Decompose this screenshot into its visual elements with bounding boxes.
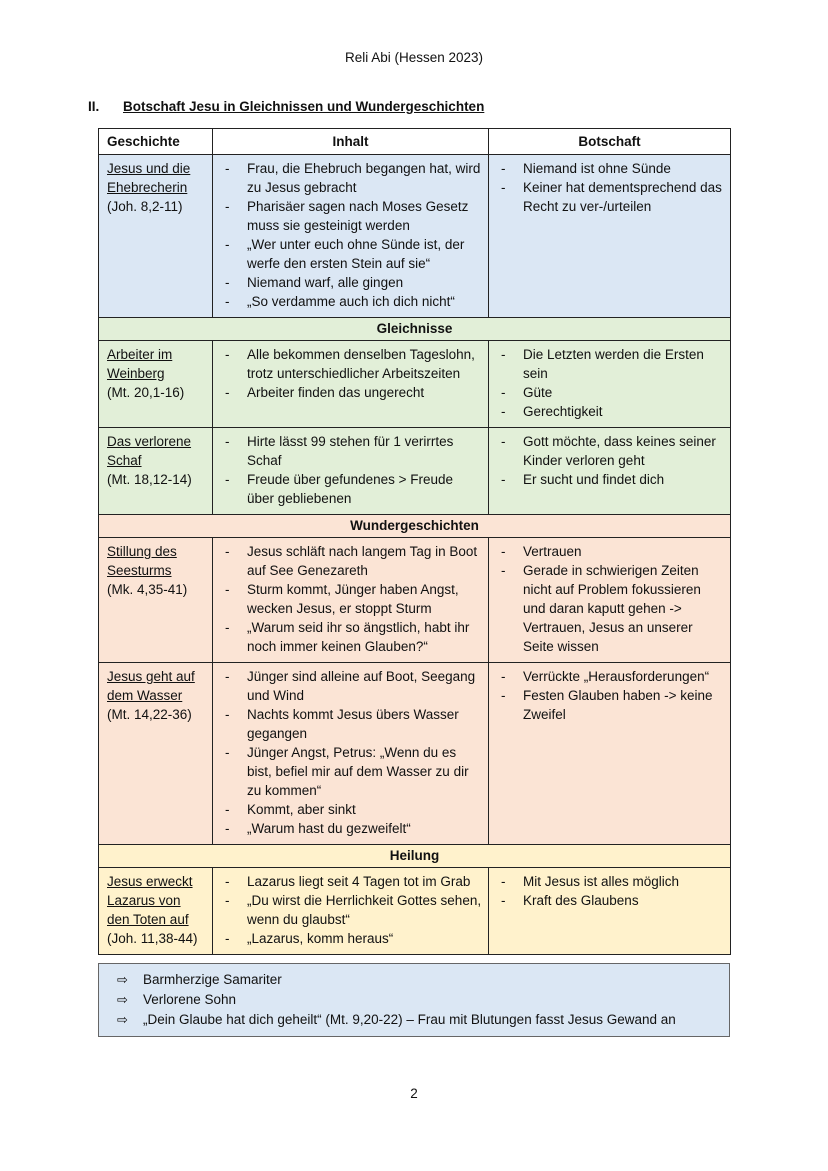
list-item: - Freude über gefundenes > Freude über gebliebenen xyxy=(221,470,482,508)
col-header-story: Geschichte xyxy=(99,129,213,155)
story-cell xyxy=(99,663,213,845)
col-header-message: Botschaft xyxy=(489,129,731,155)
message-cell xyxy=(489,155,731,318)
story-title-line: Weinberg xyxy=(107,366,165,381)
list-item: - Keiner hat dementsprechend das Recht zu ver-/urteilen xyxy=(497,178,724,216)
list-item: - Gerechtigkeit xyxy=(497,402,724,421)
arrow-right-icon: ⇨ xyxy=(117,972,128,987)
list-item: - Sturm kommt, Jünger haben Angst, wecken Jesus, er stoppt Sturm xyxy=(221,580,482,618)
list-item: - Nachts kommt Jesus übers Wasser gegangen xyxy=(221,705,482,743)
message-table xyxy=(98,128,731,955)
list-item: - „Warum hast du gezweifelt“ xyxy=(221,819,482,838)
reference-box xyxy=(98,963,730,1037)
story-cell xyxy=(99,868,213,955)
col-header-content: Inhalt xyxy=(213,129,489,155)
story-reference: (Mt. 20,1-16) xyxy=(107,385,185,400)
list-item: - Kommt, aber sinkt xyxy=(221,800,482,819)
story-title-line: Stillung des xyxy=(107,544,177,559)
list-item: - Mit Jesus ist alles möglich xyxy=(497,872,724,891)
category-label: Wundergeschichten xyxy=(99,515,731,538)
reference-text: Barmherzige Samariter xyxy=(143,972,282,987)
reference-item xyxy=(117,970,729,990)
list-item: - „Lazarus, komm heraus“ xyxy=(221,929,482,948)
page-header: Reli Abi (Hessen 2023) xyxy=(344,50,484,65)
arrow-right-icon: ⇨ xyxy=(117,1012,128,1027)
story-reference: (Joh. 11,38-44) xyxy=(107,931,198,946)
list-item: - „Wer unter euch ohne Sünde ist, der werfe den ersten Stein auf sie“ xyxy=(221,235,482,273)
table-row xyxy=(99,868,731,955)
list-item: - Güte xyxy=(497,383,724,402)
reference-item xyxy=(117,1010,729,1030)
table-header-row xyxy=(99,129,731,155)
page-number: 2 xyxy=(410,1086,418,1101)
story-reference: (Joh. 8,2-11) xyxy=(107,199,183,214)
list-item: - Jünger Angst, Petrus: „Wenn du es bist, befiel mir auf dem Wasser zu dir zu kommen“ xyxy=(221,743,482,800)
category-row xyxy=(99,845,731,868)
story-title-line: Jesus und die xyxy=(107,161,191,176)
story-reference: (Mt. 14,22-36) xyxy=(107,707,192,722)
category-label: Heilung xyxy=(99,845,731,868)
message-cell xyxy=(489,663,731,845)
list-item: - Kraft des Glaubens xyxy=(497,891,724,910)
story-title-line: Schaf xyxy=(107,453,142,468)
story-cell xyxy=(99,155,213,318)
table-row xyxy=(99,341,731,428)
section-title: Botschaft Jesu in Gleichnissen und Wundergeschichten xyxy=(123,99,485,114)
list-item: - Er sucht und findet dich xyxy=(497,470,724,489)
list-item: - Frau, die Ehebruch begangen hat, wird zu Jesus gebracht xyxy=(221,159,482,197)
story-title-line: Seesturms xyxy=(107,563,172,578)
list-item: - Die Letzten werden die Ersten sein xyxy=(497,345,724,383)
story-title-line: Jesus erweckt xyxy=(107,874,193,889)
story-title-line: Ehebrecherin xyxy=(107,180,188,195)
list-item: - Arbeiter finden das ungerecht xyxy=(221,383,482,402)
content-cell xyxy=(213,155,489,318)
content-cell xyxy=(213,341,489,428)
story-title-line: Lazarus von xyxy=(107,893,181,908)
story-title-line: dem Wasser xyxy=(107,688,183,703)
message-cell xyxy=(489,538,731,663)
story-title-line: Das verlorene xyxy=(107,434,192,449)
category-row xyxy=(99,515,731,538)
list-item: - Niemand warf, alle gingen xyxy=(221,273,482,292)
story-title-line: Jesus geht auf xyxy=(107,669,195,684)
list-item: - Vertrauen xyxy=(497,542,724,561)
list-item: - Pharisäer sagen nach Moses Gesetz muss sie gesteinigt werden xyxy=(221,197,482,235)
list-item: - Lazarus liegt seit 4 Tagen tot im Grab xyxy=(221,872,482,891)
list-item: - Niemand ist ohne Sünde xyxy=(497,159,724,178)
list-item: - Hirte lässt 99 stehen für 1 verirrtes Schaf xyxy=(221,432,482,470)
story-title-line: den Toten auf xyxy=(107,912,189,927)
story-cell xyxy=(99,538,213,663)
story-cell xyxy=(99,341,213,428)
list-item: - „Du wirst die Herrlichkeit Gottes sehen, wenn du glaubst“ xyxy=(221,891,482,929)
story-reference: (Mk. 4,35-41) xyxy=(107,582,188,597)
message-cell xyxy=(489,428,731,515)
table-row xyxy=(99,155,731,318)
list-item: - Gerade in schwierigen Zeiten nicht auf Problem fokussieren und daran kaputt gehen -> Vertrauen, Jesus an unserer Seite wissen xyxy=(497,561,724,656)
category-row xyxy=(99,318,731,341)
content-cell xyxy=(213,428,489,515)
table-row xyxy=(99,663,731,845)
table-row xyxy=(99,538,731,663)
content-cell xyxy=(213,868,489,955)
story-cell xyxy=(99,428,213,515)
message-cell xyxy=(489,341,731,428)
list-item: - Festen Glauben haben -> keine Zweifel xyxy=(497,686,724,724)
list-item: - Alle bekommen denselben Tageslohn, trotz unterschiedlicher Arbeitszeiten xyxy=(221,345,482,383)
reference-text: „Dein Glaube hat dich geheilt“ (Mt. 9,20-22) – Frau mit Blutungen fasst Jesus Gewand an xyxy=(143,1012,676,1027)
reference-item xyxy=(117,990,729,1010)
message-cell xyxy=(489,868,731,955)
section-number: II. xyxy=(88,99,100,114)
list-item: - „So verdamme auch ich dich nicht“ xyxy=(221,292,482,311)
list-item: - „Warum seid ihr so ängstlich, habt ihr noch immer keinen Glauben?“ xyxy=(221,618,482,656)
section-heading xyxy=(88,99,484,114)
content-cell xyxy=(213,663,489,845)
list-item: - Gott möchte, dass keines seiner Kinder verloren geht xyxy=(497,432,724,470)
story-reference: (Mt. 18,12-14) xyxy=(107,472,192,487)
content-cell xyxy=(213,538,489,663)
list-item: - Verrückte „Herausforderungen“ xyxy=(497,667,724,686)
story-title-line: Arbeiter im xyxy=(107,347,173,362)
table-row xyxy=(99,428,731,515)
reference-text: Verlorene Sohn xyxy=(143,992,237,1007)
list-item: - Jesus schläft nach langem Tag in Boot auf See Genezareth xyxy=(221,542,482,580)
category-label: Gleichnisse xyxy=(99,318,731,341)
arrow-right-icon: ⇨ xyxy=(117,992,128,1007)
list-item: - Jünger sind alleine auf Boot, Seegang und Wind xyxy=(221,667,482,705)
